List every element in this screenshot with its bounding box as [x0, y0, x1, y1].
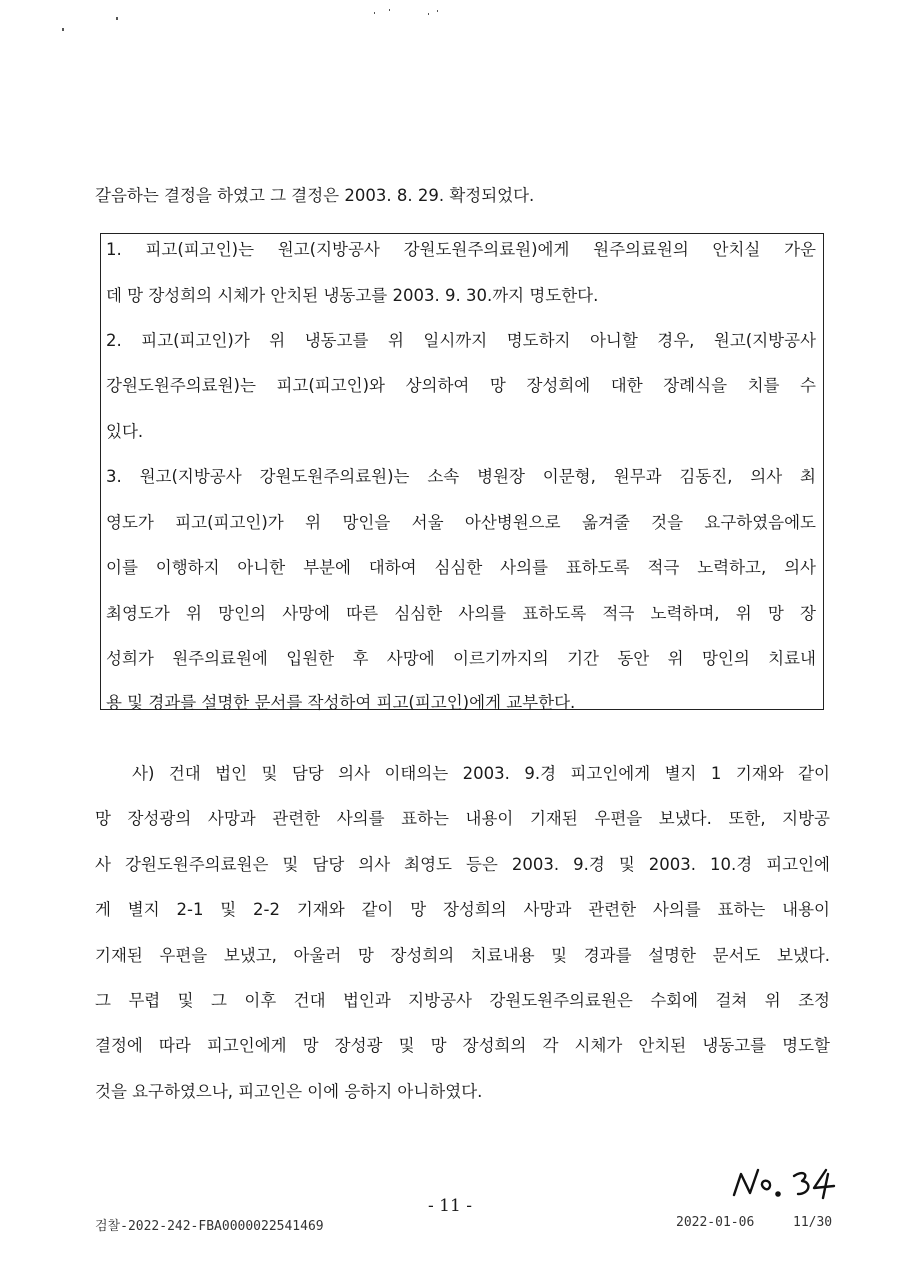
footer-page-count: 11/30 — [793, 1215, 833, 1230]
page-number: - 11 - — [428, 1196, 472, 1216]
para-line-2: 망 장성광의 사망과 관련한 사의를 표하는 내용이 기재된 우편을 보냈다. 또한, 지방공 — [95, 809, 830, 828]
scan-speck — [116, 17, 118, 20]
para-line-6: 그 무렵 및 그 이후 건대 법인과 지방공사 강원도원주의료원은 수회에 걸쳐 위 조정 — [95, 991, 830, 1010]
para-line-8: 것을 요구하였으나, 피고인은 이에 응하지 아니하였다. — [95, 1082, 483, 1101]
order-line-10: 성희가 원주의료원에 입원한 후 사망에 이르기까지의 기간 동안 위 망인의 치료내 — [106, 649, 816, 668]
para-line-5: 기재된 우편을 보냈고, 아울러 망 장성희의 치료내용 및 경과를 설명한 문서도 보냈다. — [95, 946, 830, 965]
order-line-3: 2. 피고(피고인)가 위 냉동고를 위 일시까지 명도하지 아니할 경우, 원고(지방공사 — [106, 331, 816, 350]
order-line-2: 데 망 장성희의 시체가 안치된 냉동고를 2003. 9. 30.까지 명도한다. — [106, 286, 599, 305]
order-line-6: 3. 원고(지방공사 강원도원주의료원)는 소속 병원장 이문형, 원무과 김동진, 의사 최 — [106, 467, 816, 486]
order-line-4: 강원도원주의료원)는 피고(피고인)와 상의하여 망 장성희에 대한 장례식을 치를 수 — [106, 376, 816, 395]
scan-speck — [374, 12, 375, 14]
scan-speck — [62, 28, 64, 31]
intro-line: 갈음하는 결정을 하였고 그 결정은 2003. 8. 29. 확정되었다. — [95, 186, 535, 205]
order-line-8: 이를 이행하지 아니한 부분에 대하여 심심한 사의를 표하도록 적극 노력하고, 의사 — [106, 558, 816, 577]
scan-speck — [428, 13, 429, 15]
order-line-9: 최영도가 위 망인의 사망에 따른 심심한 사의를 표하도록 적극 노력하며, 위 망 장 — [106, 604, 816, 623]
order-line-5: 있다. — [106, 422, 144, 441]
scan-speck — [389, 9, 390, 11]
para-line-4: 게 별지 2-1 및 2-2 기재와 같이 망 장성희의 사망과 관련한 사의를 표하는 내용이 — [95, 900, 830, 919]
footer-document-id: 검찰-2022-242-FBA0000022541469 — [95, 1219, 324, 1234]
para-line-7: 결정에 따라 피고인에게 망 장성광 및 망 장성희의 각 시체가 안치된 냉동고를 명도할 — [95, 1036, 830, 1055]
order-line-1: 1. 피고(피고인)는 원고(지방공사 강원도원주의료원)에게 원주의료원의 안치실 가운 — [106, 240, 816, 259]
order-line-7: 영도가 피고(피고인)가 위 망인을 서울 아산병원으로 옮겨줄 것을 요구하였음에도 — [106, 513, 816, 532]
scan-speck — [437, 10, 438, 12]
footer-date: 2022-01-06 — [676, 1215, 755, 1230]
para-line-1: 사) 건대 법인 및 담당 의사 이태의는 2003. 9.경 피고인에게 별지 1 기재와 같이 — [132, 764, 830, 783]
order-box — [100, 233, 824, 710]
para-line-3: 사 강원도원주의료원은 및 담당 의사 최영도 등은 2003. 9.경 및 2003. 10.경 피고인에 — [95, 855, 830, 874]
order-line-11: 용 및 경과를 설명한 문서를 작성하여 피고(피고인)에게 교부한다. — [106, 693, 576, 712]
